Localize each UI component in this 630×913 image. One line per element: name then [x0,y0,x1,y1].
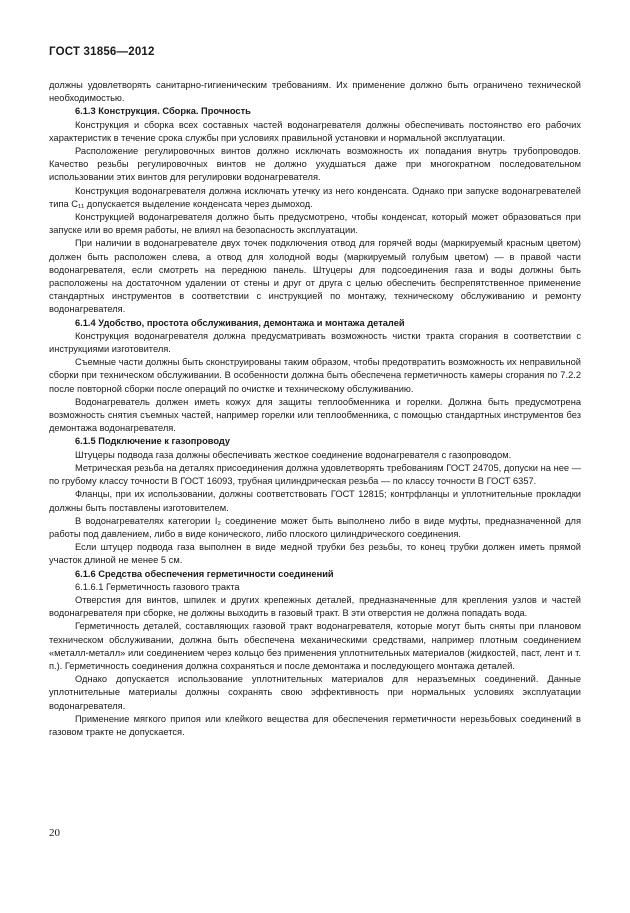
paragraph: Штуцеры подвода газа должны обеспечивать жесткое соединение водонагревателя с газопроводом. [75,449,512,460]
paragraph: Метрическая резьба на деталях присоединения должна удовлетворять требованиям ГОСТ 24705, допуски на нее — по грубому классу точности В ГОСТ 16093, трубная цилиндрическая резьба — по классу точности В ГОСТ 6357. [49,462,581,487]
paragraph: Съемные части должны быть сконструированы таким образом, чтобы предотвратить возможность их неправильной сборки при техническом обслуживании. В особенности должна быть обеспечена герметичность камеры сгорания по 7.2.2 после повторной сборки после операций по очистке и техническому обслуживанию. [49,357,581,394]
paragraph: В водонагревателях категории I₂ соединение может быть выполнено либо в виде муфты, предназначенной для работы под давлением, либо в виде конического, либо плоского цилиндрического соединения. [49,515,581,539]
paragraph: Отверстия для винтов, шпилек и других крепежных деталей, предназначенные для крепления узлов и частей водонагревателя при сборке, не должны выходить в газовый тракт. В эти отверстия не должна попадать вода. [49,594,581,619]
paragraph: Конструкция и сборка всех составных частей водонагревателя должны обеспечивать постоянство его рабочих характеристик в течение срока службы при условиях правильной установки и нормальной эксплуатации. [49,119,581,143]
document-body [49,79,581,739]
paragraph: Герметичность деталей, составляющих газовой тракт водонагревателя, которые могут быть сняты при плановом техническом обслуживании, должна быть обеспечена механическими средствами, например плотным соединением «металл-металл» или соединением через кольцо без применения уплотнительных материалов (жидкостей, паст, лент и т. п.). Герметичность соединения должна сохраняться и после демонтажа и последующего монтажа деталей. [49,621,581,671]
paragraph: должны удовлетворять санитарно-гигиеническим требованиям. Их применение должно быть ограничено технической необходимостью. [49,80,581,104]
paragraph: Конструкцией водонагревателя должно быть предусмотрено, чтобы конденсат, который может образоваться при запуске или во время работы, не влиял на безопасность эксплуатации. [49,212,581,236]
section-heading: 6.1.5 Подключение к газопроводу [75,436,231,447]
paragraph: Применение мягкого припоя или клейкого вещества для обеспечения герметичности нерезьбовых соединений в газовом тракте не допускается. [49,713,581,737]
subsection-heading: 6.1.6.1 Герметичность газового тракта [75,581,240,592]
section-heading: 6.1.3 Конструкция. Сборка. Прочность [75,106,251,117]
paragraph: Фланцы, при их использовании, должны соответствовать ГОСТ 12815; контрфланцы и уплотнительные прокладки должны быть поставлены изготовителем. [49,489,581,513]
section-heading: 6.1.6 Средства обеспечения герметичности соединений [75,568,334,579]
paragraph: Водонагреватель должен иметь кожух для защиты теплообменника и горелки. Должна быть предусмотрена возможность снятия съемных частей, например горелки или теплообменника, с помощью стандартных инструментов без демонтажа водонагревателя. [49,396,581,434]
paragraph: Если штуцер подвода газа выполнен в виде медной трубки без резьбы, то конец трубки должен иметь прямой участок длиной не менее 5 см. [49,542,581,566]
paragraph: При наличии в водонагревателе двух точек подключения отвод для горячей воды (маркируемый красным цветом) должен быть расположен слева, а отвод для холодной воды (маркируемый голубым цветом) — в правой части водонагревателя, если смотреть на переднюю панель. Штуцеры для подсоединения газа и воды должны быть расположены на достаточном удалении от стены и друг от друга с целью обеспечить беспрепятственное применение стандартных инструментов в соответствии с инструкцией по монтажу, техническому обслуживанию и ремонту водонагревателя. [49,238,581,315]
document-header: ГОСТ 31856—2012 [49,46,155,58]
paragraph: Конструкция водонагревателя должна исключать утечку из него конденсата. Однако при запуске водонагревателей типа C₁₁ допускается выделение конденсата через дымоход. [49,185,581,209]
page-number: 20 [49,827,60,839]
section-heading: 6.1.4 Удобство, простота обслуживания, демонтажа и монтажа деталей [75,317,405,328]
paragraph: Расположение регулировочных винтов должно исключать возможность их попадания внутрь трубопроводов. Качество резьбы регулировочных винтов не должно ухудшаться даже при многократном последовательном использовании этих винтов для регулировки водонагревателя. [49,146,581,183]
paragraph: Однако допускается использование уплотнительных материалов для неразъемных соединений. Данные уплотнительные материалы должны сохранять свою эффективность при нормальных условиях эксплуатации водонагревателя. [49,674,581,711]
paragraph: Конструкция водонагревателя должна предусматривать возможность чистки тракта сгорания в соответствии с инструкциями изготовителя. [49,330,581,355]
